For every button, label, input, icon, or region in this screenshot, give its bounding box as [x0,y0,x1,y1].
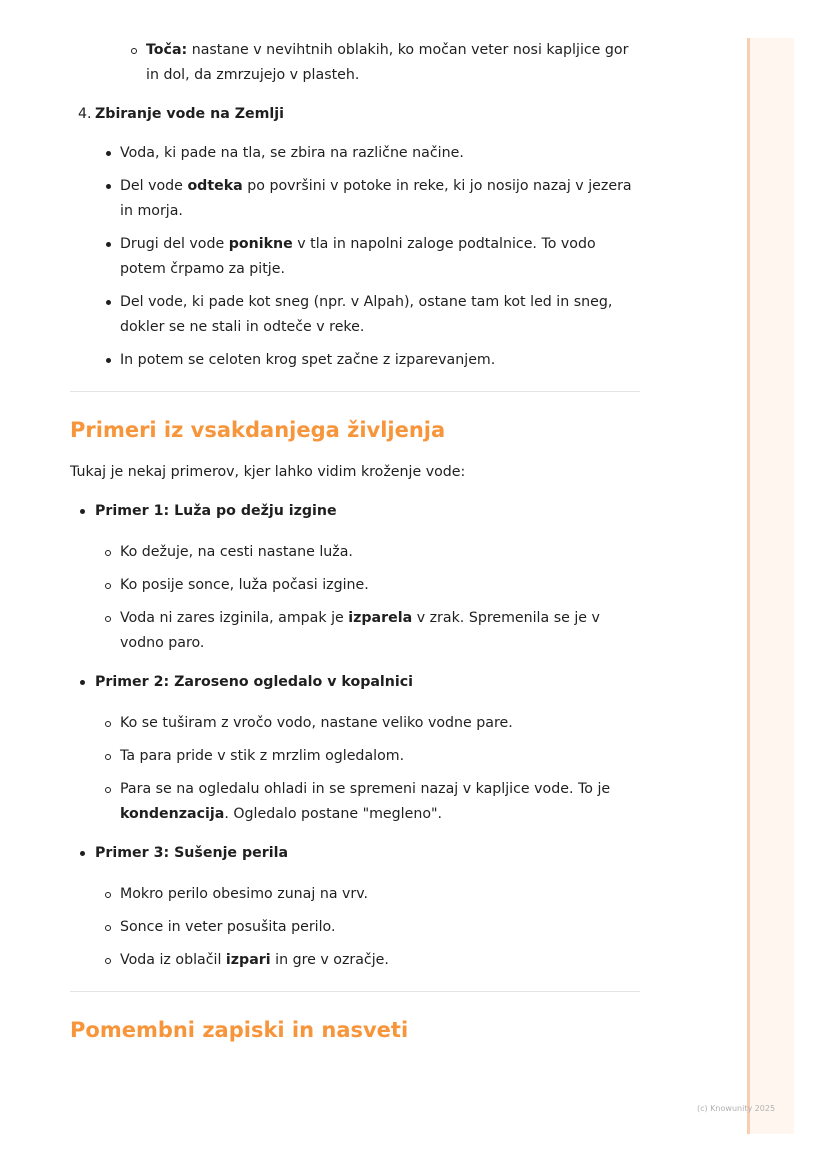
list-item: Drugi del vode ponikne v tla in napolni zaloge podtalnice. To vodo potem črpamo za pitje. [120,232,640,282]
example-item [95,499,640,656]
list-item: Voda ni zares izginila, ampak je izparela v zrak. Spremenila se je v vodno paro. [120,606,640,656]
section-4-list [70,141,640,373]
section-number: 4. [78,106,92,122]
precipitation-sublist [70,38,640,88]
notes-heading: Pomembni zapiski in nasveti [70,1018,409,1042]
list-item: Ko posije sonce, luža počasi izgine. [120,573,640,598]
example-item [95,670,640,827]
list-item: Ta para pride v stik z mrzlim ogledalom. [120,744,640,769]
list-item [146,38,640,88]
example-sublist [95,882,640,973]
example-sublist [95,540,640,656]
examples-intro: Tukaj je nekaj primerov, kjer lahko vidim kroženje vode: [70,464,466,480]
copyright-footer: (c) Knowunity 2025 [697,1104,776,1113]
section-divider [70,991,640,992]
section-divider [70,391,640,392]
example-title: Primer 3: Sušenje perila [95,845,289,861]
list-item-text: nastane v nevihtnih oblakih, ko močan veter nosi kapljice gor in dol, da zmrzujejo v plasteh. [146,42,629,83]
list-item: Voda, ki pade na tla, se zbira na različne načine. [120,141,640,166]
list-item: Para se na ogledalu ohladi in se spremeni nazaj v kapljice vode. To je kondenzacija. Ogledalo postane "megleno". [120,777,640,827]
list-item: Mokro perilo obesimo zunaj na vrv. [120,882,640,907]
examples-list [70,499,640,973]
list-item: Del vode, ki pade kot sneg (npr. v Alpah), ostane tam kot led in sneg, dokler se ne stali in odteče v reke. [120,290,640,340]
list-item: In potem se celoten krog spet začne z izparevanjem. [120,348,640,373]
document-content [70,38,640,1044]
list-item: Ko se tuširam z vročo vodo, nastane veliko vodne pare. [120,711,640,736]
example-title: Primer 2: Zaroseno ogledalo v kopalnici [95,674,414,690]
section-4-title [70,102,640,127]
example-item [95,841,640,973]
term-bold: Toča: [146,42,188,58]
list-item: Voda iz oblačil izpari in gre v ozračje. [120,948,640,973]
list-item: Ko dežuje, na cesti nastane luža. [120,540,640,565]
examples-heading: Primeri iz vsakdanjega življenja [70,418,446,442]
example-sublist [95,711,640,827]
section-title: Zbiranje vode na Zemlji [95,106,285,122]
list-item: Sonce in veter posušita perilo. [120,915,640,940]
page-sidebar [747,38,794,1134]
example-title: Primer 1: Luža po dežju izgine [95,503,337,519]
list-item: Del vode odteka po površini v potoke in reke, ki jo nosijo nazaj v jezera in morja. [120,174,640,224]
